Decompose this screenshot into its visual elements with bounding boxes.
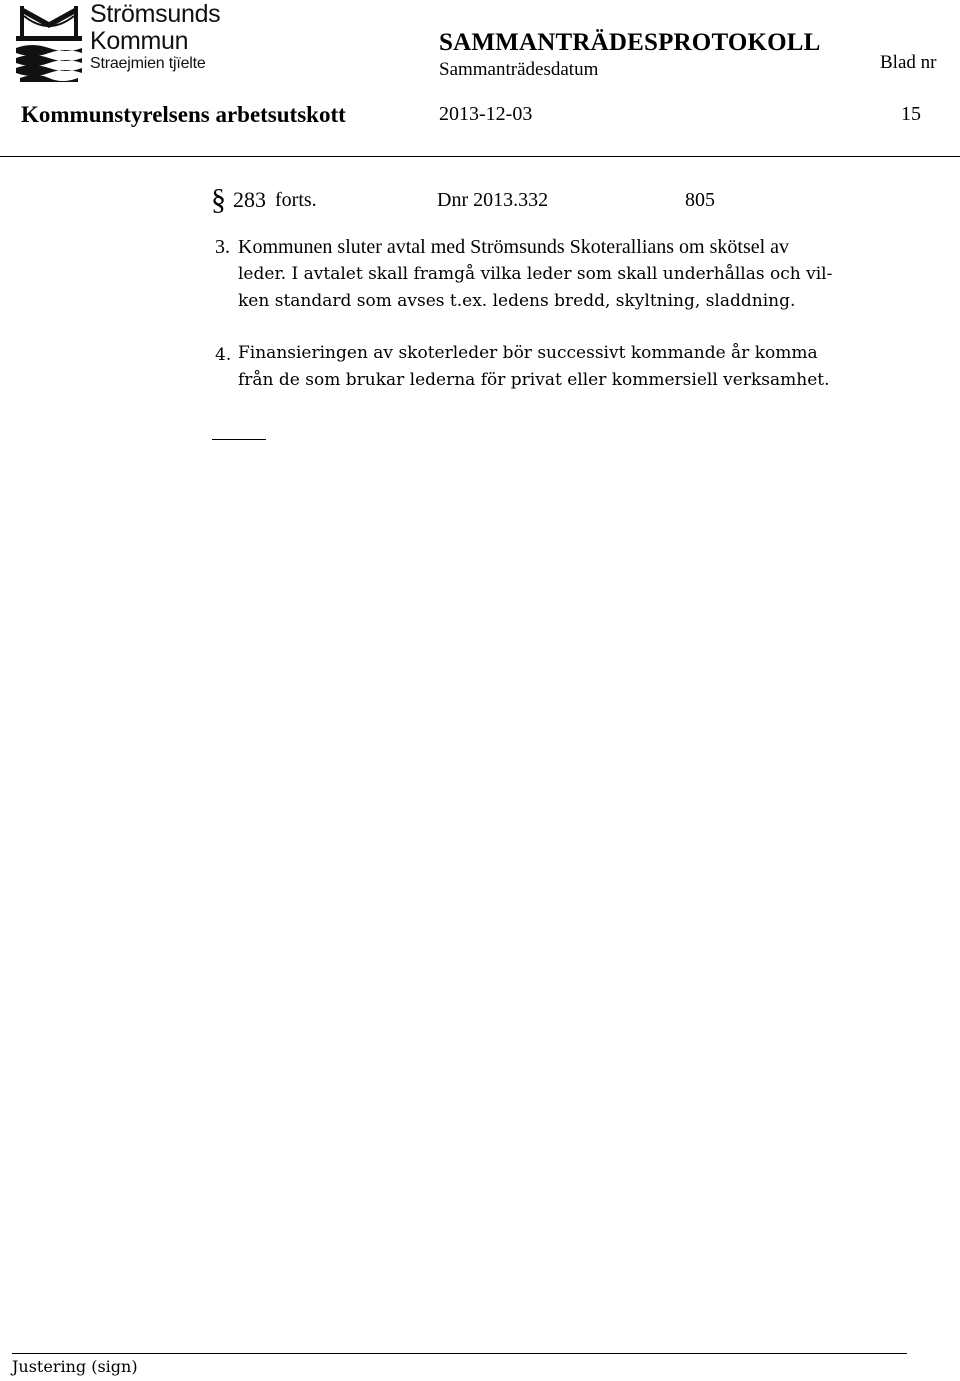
signature-label: Justering (sign) <box>12 1357 138 1376</box>
paragraph-continued: forts. <box>275 189 317 211</box>
item-text-line: från de som brukar lederna för privat eller kommersiell verksamhet. <box>238 370 830 390</box>
item-number: 4. <box>215 345 232 365</box>
item-text-line: Finansieringen av skoterleder bör successivt kommande år komma <box>238 343 818 363</box>
logo-name-line1: Strömsunds <box>90 0 221 28</box>
item-text-line: ken standard som avses t.ex. ledens bredd, skyltning, sladdning. <box>238 291 796 311</box>
page-label: Blad nr <box>880 52 937 73</box>
committee-name: Kommunstyrelsens arbetsutskott <box>21 102 346 127</box>
item-text <box>238 261 832 315</box>
header-divider <box>0 156 960 157</box>
section-sign: § <box>211 183 226 216</box>
bridge-emblem-icon <box>16 2 82 82</box>
document-title: SAMMANTRÄDESPROTOKOLL <box>439 29 821 56</box>
meeting-date: 2013-12-03 <box>439 103 533 125</box>
logo-name-line3: Straejmien tjïelte <box>90 55 206 72</box>
end-of-section-rule <box>212 439 266 440</box>
item-text-line: Kommunen sluter avtal med Strömsunds Skoterallians om skötsel av <box>238 236 790 258</box>
diary-number: Dnr 2013.332 <box>437 189 549 211</box>
item-number: 3. <box>215 236 230 258</box>
diary-code: 805 <box>685 189 715 211</box>
paragraph-number: 283 <box>233 187 266 212</box>
signature-line <box>12 1353 907 1354</box>
item-text <box>238 340 830 394</box>
date-label: Sammanträdesdatum <box>439 59 599 80</box>
logo-name-line2: Kommun <box>90 27 189 55</box>
page-number: 15 <box>901 103 921 125</box>
item-text-line: leder. I avtalet skall framgå vilka leder som skall underhållas och vil- <box>238 264 833 284</box>
